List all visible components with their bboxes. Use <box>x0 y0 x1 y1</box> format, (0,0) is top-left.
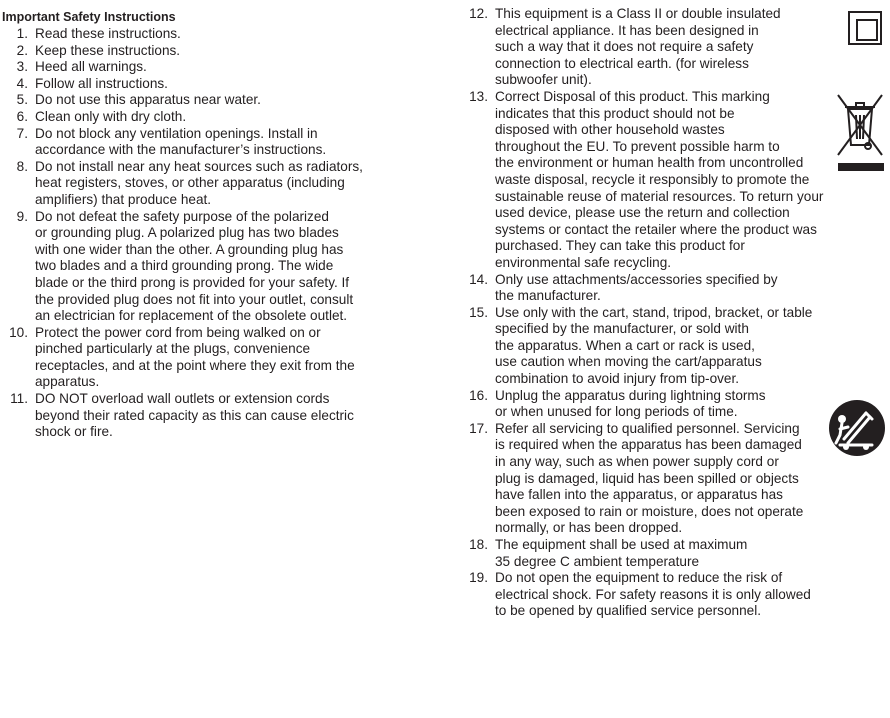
item-line: Read these instructions. <box>35 26 181 41</box>
list-item <box>2 325 434 391</box>
item-line: the environment or human health from uncontrolled <box>495 155 804 171</box>
list-item <box>2 209 434 325</box>
left-column <box>2 0 434 441</box>
item-line: amplifiers) that produce heat. <box>35 191 212 207</box>
item-line: Heed all warnings. <box>35 59 147 75</box>
item-line: use caution when moving the cart/apparatus <box>495 354 762 370</box>
item-text <box>35 159 434 209</box>
item-line: in any way, such as when power supply cord or <box>495 454 779 470</box>
item-line: Clean only with dry cloth. <box>35 108 187 124</box>
item-line: apparatus. <box>35 374 100 390</box>
item-text <box>495 272 890 305</box>
item-number: 9. <box>16 208 28 224</box>
item-line: an electrician for replacement of the obsolete outlet. <box>35 308 348 324</box>
item-line: 35 degree C ambient temperature <box>495 553 700 569</box>
item-number: 17. <box>469 420 488 436</box>
list-item <box>2 59 434 76</box>
item-line: Do not use this apparatus near water. <box>35 92 261 108</box>
item-text <box>35 76 434 93</box>
item-text <box>35 26 434 43</box>
list-item <box>460 570 890 620</box>
item-line: throughout the EU. To prevent possible harm to <box>495 138 780 154</box>
item-text <box>35 92 434 109</box>
item-line: beyond their rated capacity as this can cause electric <box>35 407 354 423</box>
list-item <box>2 92 434 109</box>
item-line: accordance with the manufacturer’s instructions. <box>35 142 327 158</box>
item-line: electrical shock. For safety reasons it is only allowed <box>495 586 811 602</box>
list-item <box>2 391 434 441</box>
item-line: Protect the power cord from being walked on or <box>35 324 321 340</box>
instruction-list-right <box>460 6 890 620</box>
right-column <box>460 6 890 620</box>
item-line: Unplug the apparatus during lightning storms <box>495 387 766 403</box>
item-text <box>35 209 434 325</box>
item-number: 16. <box>469 387 488 403</box>
item-line: waste disposal, recycle it responsibly to promote the <box>495 171 810 187</box>
item-line: specified by the manufacturer, or sold with <box>495 321 749 337</box>
list-item <box>2 76 434 93</box>
item-line: connection to electrical earth. (for wireless <box>495 55 749 71</box>
item-number: 14. <box>469 271 488 287</box>
item-line: sustainable reuse of material resources. To return your <box>495 188 824 204</box>
item-text <box>35 325 434 391</box>
instruction-list-left <box>2 26 434 441</box>
item-line: systems or contact the retailer where the product was <box>495 221 817 237</box>
list-item <box>2 159 434 209</box>
item-line: such a way that it does not require a safety <box>495 39 754 55</box>
item-number: 12. <box>469 6 488 21</box>
item-number: 3. <box>16 59 28 75</box>
list-item <box>2 43 434 60</box>
item-text <box>35 43 434 60</box>
item-line: purchased. They can take this product for <box>495 238 745 254</box>
list-item <box>460 305 890 388</box>
item-number: 18. <box>469 537 488 552</box>
item-text <box>35 391 434 441</box>
item-number: 6. <box>16 108 28 124</box>
item-line: the provided plug does not fit into your outlet, consult <box>35 291 354 307</box>
item-line: have fallen into the apparatus, or apparatus has <box>495 487 783 503</box>
item-line: Do not block any ventilation openings. Install in <box>35 125 318 141</box>
item-line: Refer all servicing to qualified personnel. Servicing <box>495 420 800 436</box>
item-line: Do not install near any heat sources such as radiators, <box>35 158 363 174</box>
item-number: 5. <box>16 92 28 108</box>
item-text <box>35 59 434 76</box>
item-number: 15. <box>469 304 488 320</box>
item-line: pinched particularly at the plugs, convenience <box>35 341 311 357</box>
item-number: 19. <box>469 570 488 586</box>
item-line: indicates that this product should not be <box>495 105 735 121</box>
list-item <box>460 537 890 570</box>
item-line: or when unused for long periods of time. <box>495 404 738 420</box>
item-line: subwoofer unit). <box>495 72 592 88</box>
list-item <box>460 6 890 89</box>
item-line: DO NOT overload wall outlets or extension cords <box>35 391 330 407</box>
list-item <box>2 109 434 126</box>
list-item <box>460 272 890 305</box>
item-line: Correct Disposal of this product. This marking <box>495 88 770 104</box>
crossed-out-wheelie-bin-icon <box>834 93 886 175</box>
item-line: plug is damaged, liquid has been spilled or objects <box>495 470 799 486</box>
item-line: to be opened by qualified service personnel. <box>495 603 762 619</box>
item-line: The equipment shall be used at maximum <box>495 537 748 552</box>
item-line: shock or fire. <box>35 424 113 440</box>
item-line: disposed with other household wastes <box>495 122 725 138</box>
item-line: heat registers, stoves, or other apparatus (including <box>35 175 345 191</box>
item-text <box>495 570 890 620</box>
item-line: environmental safe recycling. <box>495 254 672 270</box>
double-insulation-icon <box>848 11 882 45</box>
cart-tip-over-warning-icon <box>826 399 888 457</box>
section-title: Important Safety Instructions <box>2 10 176 24</box>
item-line: used device, please use the return and collection <box>495 205 790 221</box>
item-number: 1. <box>16 26 28 41</box>
item-line: blade or the third prong is provided for your safety. If <box>35 274 350 290</box>
item-line: is required when the apparatus has been damaged <box>495 437 802 453</box>
item-line: two blades and a third grounding prong. The wide <box>35 258 334 274</box>
item-line: Follow all instructions. <box>35 75 168 91</box>
item-line: Only use attachments/accessories specified by <box>495 271 778 287</box>
item-line: electrical appliance. It has been designed in <box>495 22 759 38</box>
item-line: the apparatus. When a cart or rack is used, <box>495 337 755 353</box>
item-text <box>495 537 890 570</box>
item-number: 8. <box>16 158 28 174</box>
item-line: or grounding plug. A polarized plug has two blades <box>35 225 339 241</box>
item-line: with one wider than the other. A grounding plug has <box>35 241 344 257</box>
item-line: Do not defeat the safety purpose of the polarized <box>35 208 329 224</box>
item-line: the manufacturer. <box>495 288 601 304</box>
item-line: Use only with the cart, stand, tripod, bracket, or table <box>495 304 813 320</box>
item-line: This equipment is a Class II or double insulated <box>495 6 781 21</box>
item-line: Keep these instructions. <box>35 42 181 58</box>
item-line: Do not open the equipment to reduce the risk of <box>495 570 783 586</box>
item-number: 7. <box>16 125 28 141</box>
item-text <box>495 6 890 89</box>
list-item <box>2 26 434 43</box>
item-number: 2. <box>16 42 28 58</box>
item-line: receptacles, and at the point where they exit from the <box>35 357 355 373</box>
list-item <box>2 126 434 159</box>
item-text <box>495 89 890 272</box>
item-number: 11. <box>10 391 28 407</box>
item-line: combination to avoid injury from tip-over. <box>495 371 740 387</box>
item-number: 4. <box>16 75 28 91</box>
item-text <box>35 126 434 159</box>
list-item <box>460 89 890 272</box>
item-number: 10. <box>9 324 28 340</box>
item-line: been exposed to rain or moisture, does not operate <box>495 503 804 519</box>
item-number: 13. <box>469 88 488 104</box>
item-text <box>495 305 890 388</box>
item-text <box>35 109 434 126</box>
item-line: normally, or has been dropped. <box>495 520 683 536</box>
